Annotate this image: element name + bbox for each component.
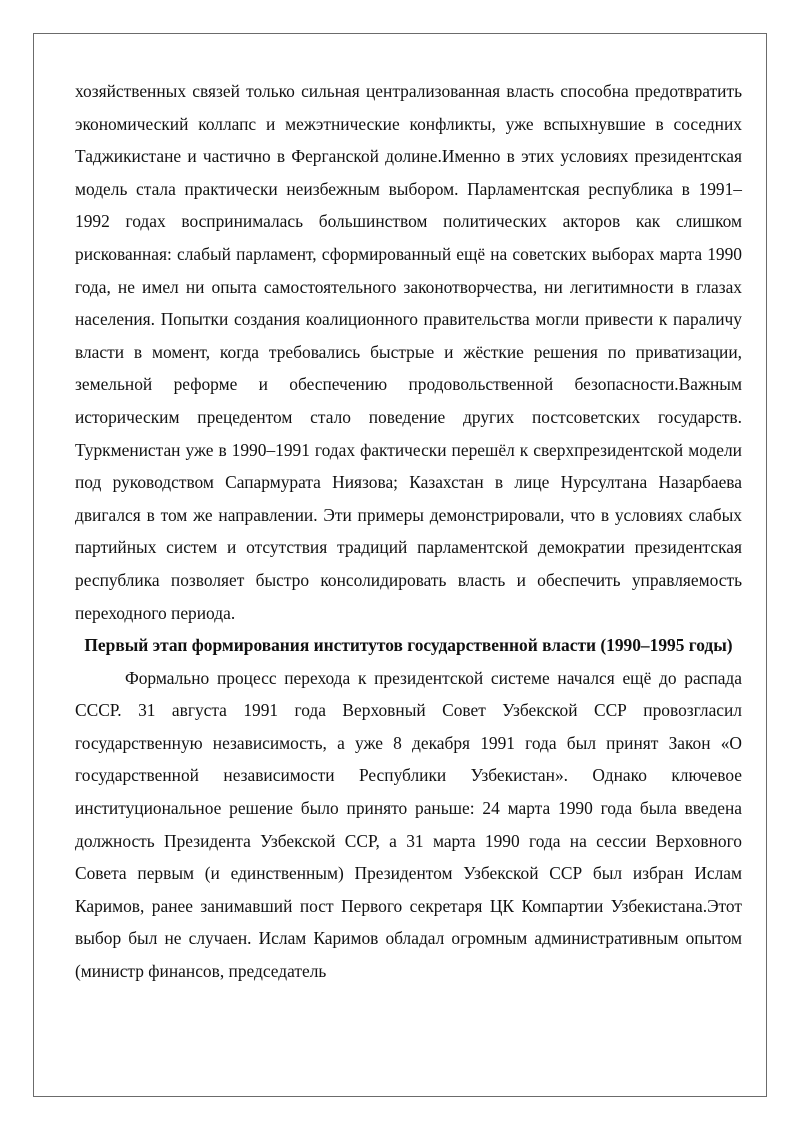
paragraph-1: хозяйственных связей только сильная централизованная власть способна предотвратить экономический коллапс и межэтнические конфликты, уже вспыхнувшие в соседних Таджикистане и частично в Ферганской долине.Именно в этих условиях президентская модель стала практически неизбежным выбором. Парламентская республика в 1991–1992 годах воспринималась большинством политических акторов как слишком рискованная: слабый парламент, сформированный ещё на советских выборах марта 1990 года, не имел ни опыта самостоятельного законотворчества, ни легитимности в глазах населения. Попытки создания коалиционного правительства могли привести к параличу власти в момент, когда требовались быстрые и жёсткие решения по приватизации, земельной реформе и обеспечению продовольственной безопасности.Важным историческим прецедентом стало поведение других постсоветских государств. Туркменистан уже в 1990–1991 годах фактически перешёл к сверхпрезидентской модели под руководством Сапармурата Ниязова; Казахстан в лице Нурсултана Назарбаева двигался в том же направлении. Эти примеры демонстрировали, что в условиях слабых партийных систем и отсутствия традиций парламентской демократии президентская республика позволяет быстро консолидировать власть и обеспечить управляемость переходного периода.: [75, 81, 742, 623]
paragraph-2: Формально процесс перехода к президентской системе начался ещё до распада СССР. 31 августа 1991 года Верховный Совет Узбекской ССР провозгласил государственную независимость, а уже 8 декабря 1991 года был принят Закон «О государственной независимости Республики Узбекистан». Однако ключевое институциональное решение было принято раньше: 24 марта 1990 года была введена должность Президента Узбекской ССР, а 31 марта 1990 года на сессии Верховного Совета первым (и единственным) Президентом Узбекской ССР был избран Ислам Каримов, ранее занимавший пост Первого секретаря ЦК Компартии Узбекистана.Этот выбор был не случаен. Ислам Каримов обладал огромным административным опытом (министр финансов, председатель: [75, 667, 742, 982]
document-body: [75, 75, 742, 988]
section-heading: Первый этап формирования институтов государственной власти (1990–1995 годы): [84, 635, 733, 656]
